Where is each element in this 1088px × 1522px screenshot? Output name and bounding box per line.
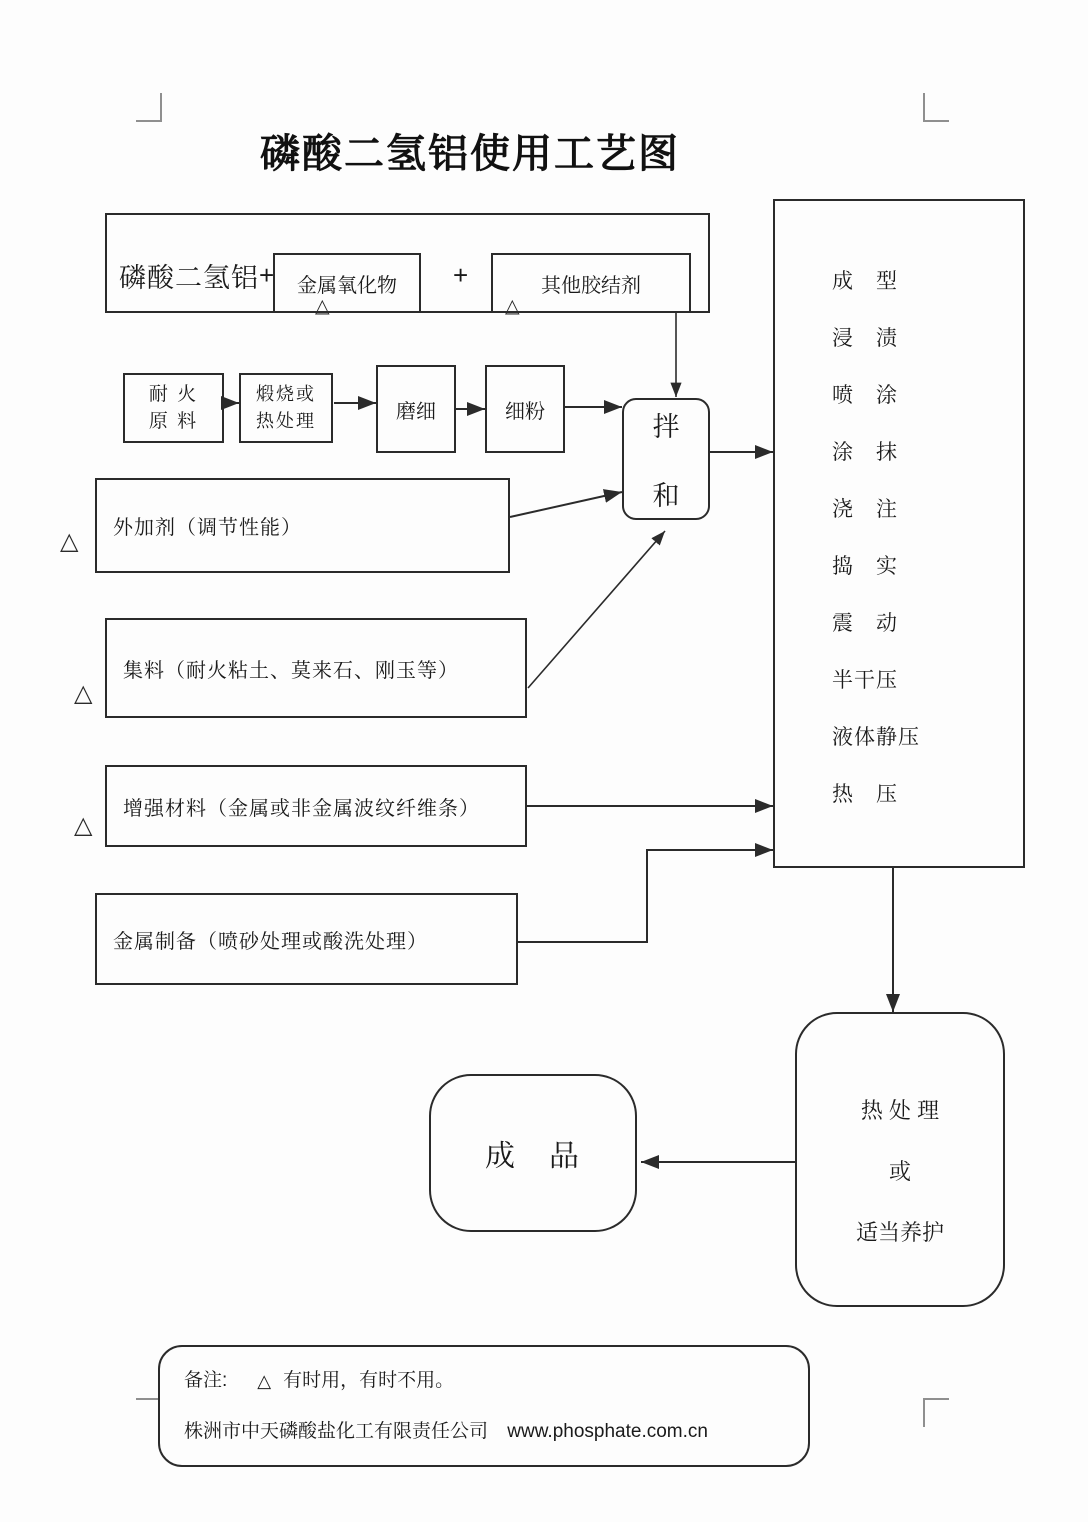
refractory-label-line1: 耐 火 <box>148 384 199 405</box>
plus-sign-1: + <box>259 260 275 290</box>
sometimes-marker-triangle: △ <box>505 296 520 317</box>
method-item: 液体静压 <box>832 726 920 749</box>
sometimes-marker-triangle: △ <box>60 528 79 555</box>
mixing-label-char1: 拌 <box>652 412 680 442</box>
other-binder-label: 其他胶结剂 <box>541 274 641 297</box>
application-methods-box <box>773 199 1025 868</box>
company-name: 株洲市中天磷酸盐化工有限责任公司 <box>184 1421 489 1442</box>
sometimes-marker-triangle: △ <box>74 680 93 707</box>
plus-sign-2: + <box>453 260 469 290</box>
arrow-additive-to-mix <box>510 492 622 517</box>
grind-label: 磨细 <box>396 400 436 423</box>
cure-label-line2: 或 <box>888 1159 911 1184</box>
other-binder-box <box>491 253 691 313</box>
formula-box <box>105 213 710 317</box>
note-box <box>158 1345 810 1467</box>
method-item: 涂 抹 <box>832 441 898 464</box>
corner-mark-bottom-right <box>923 1398 949 1427</box>
page-title: 磷酸二氢铝使用工艺图 <box>260 132 680 176</box>
method-item: 震 动 <box>832 612 898 635</box>
note-text: 有时用，有时不用。 <box>283 1370 455 1391</box>
formula-base-label: 磷酸二氢铝 <box>119 263 259 293</box>
fine-powder-label: 细粉 <box>505 400 545 423</box>
note-line1 <box>184 1365 454 1392</box>
method-item: 浸 渍 <box>832 327 898 350</box>
method-item: 捣 实 <box>832 555 898 578</box>
method-item: 热 压 <box>832 783 898 806</box>
mixing-box <box>622 398 710 520</box>
sometimes-marker-triangle: △ <box>74 812 93 839</box>
finished-product-box <box>429 1074 637 1232</box>
aggregate-label: 集料（耐火粘土、莫来石、刚玉等） <box>123 659 459 682</box>
reinforcement-box <box>105 765 527 847</box>
additive-box <box>95 478 510 573</box>
metal-preparation-label: 金属制备（喷砂处理或酸洗处理） <box>113 930 428 953</box>
company-website: www.phosphate.com.cn <box>507 1421 708 1442</box>
note-label: 备注: <box>184 1370 228 1391</box>
cure-label-line3: 适当养护 <box>855 1220 944 1245</box>
refractory-label-line2: 原 料 <box>148 411 199 432</box>
method-item: 半干压 <box>832 669 898 692</box>
calcine-label-line2: 热处理 <box>256 411 316 431</box>
metal-oxide-box <box>273 253 421 313</box>
corner-mark-top-right <box>923 93 949 122</box>
method-item: 喷 涂 <box>832 384 898 407</box>
sometimes-marker-triangle: △ <box>315 296 330 317</box>
sometimes-marker-triangle: △ <box>257 1371 272 1391</box>
fine-powder-box <box>485 365 565 453</box>
mixing-label-char2: 和 <box>652 481 680 511</box>
arrow-aggregate-to-mix <box>528 531 665 688</box>
calcine-heat-treat-box <box>239 373 333 443</box>
heat-treatment-or-curing-box <box>795 1012 1005 1307</box>
calcine-label-line1: 煅烧或 <box>256 384 316 404</box>
grind-box <box>376 365 456 453</box>
cure-label-line1: 热 处 理 <box>860 1098 940 1123</box>
metal-oxide-label: 金属氧化物 <box>297 274 397 297</box>
corner-mark-top-left <box>136 93 162 122</box>
additive-label: 外加剂（调节性能） <box>113 517 302 539</box>
method-item: 浇 注 <box>832 498 898 521</box>
aggregate-box <box>105 618 527 718</box>
method-item: 成 型 <box>832 270 898 293</box>
refractory-raw-material-box <box>123 373 224 443</box>
note-line2 <box>184 1416 708 1443</box>
metal-preparation-box <box>95 893 518 985</box>
finished-product-label: 成 品 <box>485 1140 581 1173</box>
reinforcement-label: 增强材料（金属或非金属波纹纤维条） <box>123 797 480 820</box>
arrow-metal-prep-to-methods <box>518 850 773 942</box>
